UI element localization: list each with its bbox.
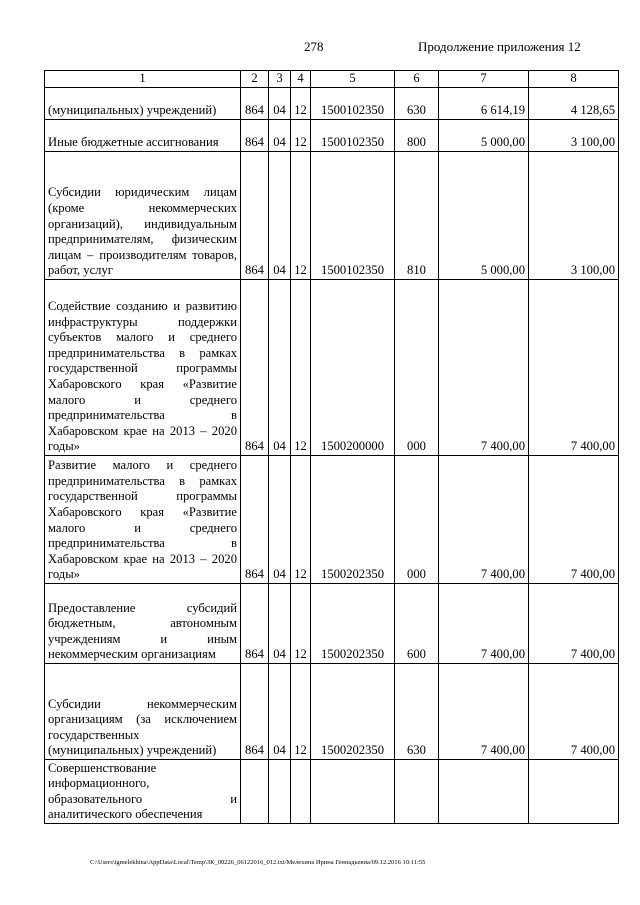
section-code: 04 bbox=[269, 456, 291, 584]
subsection-code: 12 bbox=[291, 88, 311, 120]
section-code: 04 bbox=[269, 584, 291, 664]
subsection-code: 12 bbox=[291, 664, 311, 760]
subsection-code bbox=[291, 760, 311, 824]
amount-col8: 3 100,00 bbox=[529, 120, 619, 152]
table-row bbox=[45, 152, 619, 280]
row-name: Субсидии юридическим лицам (кроме некоммерческих организаций), индивидуальным предпринимателям, физическим лицам – производителям товаров, работ, услуг bbox=[45, 152, 241, 280]
amount-col8: 7 400,00 bbox=[529, 456, 619, 584]
expense-type-code: 000 bbox=[395, 456, 439, 584]
table-row bbox=[45, 280, 619, 456]
amount-col7: 7 400,00 bbox=[439, 664, 529, 760]
expense-type-code: 800 bbox=[395, 120, 439, 152]
appendix-continuation-title: Продолжение приложения 12 bbox=[418, 39, 581, 54]
subsection-code: 12 bbox=[291, 584, 311, 664]
ministry-code bbox=[241, 760, 269, 824]
amount-col7 bbox=[439, 760, 529, 824]
amount-col7: 5 000,00 bbox=[439, 120, 529, 152]
column-header: 5 bbox=[311, 71, 395, 88]
subsection-code: 12 bbox=[291, 152, 311, 280]
column-header: 6 bbox=[395, 71, 439, 88]
row-name: Содействие созданию и развитию инфраструктуры поддержки субъектов малого и среднего предпринимательства в рамках государственной программы Хабаровского края «Развитие малого и среднего предпринимательства в Хабаровском крае на 2013 – 2020 годы» bbox=[45, 280, 241, 456]
section-code: 04 bbox=[269, 120, 291, 152]
ministry-code: 864 bbox=[241, 664, 269, 760]
row-name: Иные бюджетные ассигнования bbox=[45, 120, 241, 152]
column-header: 2 bbox=[241, 71, 269, 88]
section-code: 04 bbox=[269, 152, 291, 280]
amount-col8 bbox=[529, 760, 619, 824]
expense-type-code: 630 bbox=[395, 664, 439, 760]
subsection-code: 12 bbox=[291, 280, 311, 456]
amount-col7: 7 400,00 bbox=[439, 280, 529, 456]
amount-col8: 3 100,00 bbox=[529, 152, 619, 280]
ministry-code: 864 bbox=[241, 120, 269, 152]
row-name: (муниципальных) учреждений) bbox=[45, 88, 241, 120]
table-row bbox=[45, 664, 619, 760]
target-article-code: 1500102350 bbox=[311, 152, 395, 280]
target-article-code: 1500202350 bbox=[311, 456, 395, 584]
amount-col8: 4 128,65 bbox=[529, 88, 619, 120]
column-header: 4 bbox=[291, 71, 311, 88]
budget-table bbox=[44, 70, 619, 824]
subsection-code: 12 bbox=[291, 456, 311, 584]
column-header: 7 bbox=[439, 71, 529, 88]
section-code: 04 bbox=[269, 88, 291, 120]
ministry-code: 864 bbox=[241, 456, 269, 584]
amount-col7: 7 400,00 bbox=[439, 456, 529, 584]
table-header-row bbox=[45, 71, 619, 88]
target-article-code bbox=[311, 760, 395, 824]
row-name: Развитие малого и среднего предпринимательства в рамках государственной программы Хабаровского края «Развитие малого и среднего предпринимательства в Хабаровском крае на 2013 – 2020 годы» bbox=[45, 456, 241, 584]
expense-type-code: 810 bbox=[395, 152, 439, 280]
amount-col7: 6 614,19 bbox=[439, 88, 529, 120]
target-article-code: 1500102350 bbox=[311, 120, 395, 152]
table-row bbox=[45, 456, 619, 584]
expense-type-code bbox=[395, 760, 439, 824]
subsection-code: 12 bbox=[291, 120, 311, 152]
column-header: 3 bbox=[269, 71, 291, 88]
amount-col8: 7 400,00 bbox=[529, 664, 619, 760]
row-name: Совершенствование информационного, образовательного и аналитического обеспечения bbox=[45, 760, 241, 824]
table-row bbox=[45, 760, 619, 824]
table-row bbox=[45, 120, 619, 152]
row-name: Субсидии некоммерческим организациям (за исключением государственных (муниципальных) учреждений) bbox=[45, 664, 241, 760]
target-article-code: 1500202350 bbox=[311, 584, 395, 664]
expense-type-code: 600 bbox=[395, 584, 439, 664]
row-name: Предоставление субсидий бюджетным, автономным учреждениям и иным некоммерческим организациям bbox=[45, 584, 241, 664]
section-code bbox=[269, 760, 291, 824]
column-header: 8 bbox=[529, 71, 619, 88]
expense-type-code: 000 bbox=[395, 280, 439, 456]
amount-col8: 7 400,00 bbox=[529, 584, 619, 664]
target-article-code: 1500102350 bbox=[311, 88, 395, 120]
ministry-code: 864 bbox=[241, 584, 269, 664]
ministry-code: 864 bbox=[241, 88, 269, 120]
column-header: 1 bbox=[45, 71, 241, 88]
table-row bbox=[45, 584, 619, 664]
page-number: 278 bbox=[304, 39, 324, 54]
expense-type-code: 630 bbox=[395, 88, 439, 120]
ministry-code: 864 bbox=[241, 280, 269, 456]
section-code: 04 bbox=[269, 280, 291, 456]
table-row bbox=[45, 88, 619, 120]
section-code: 04 bbox=[269, 664, 291, 760]
ministry-code: 864 bbox=[241, 152, 269, 280]
target-article-code: 1500202350 bbox=[311, 664, 395, 760]
amount-col7: 5 000,00 bbox=[439, 152, 529, 280]
target-article-code: 1500200000 bbox=[311, 280, 395, 456]
file-path-footer: C:\Users\igmelekhina\AppData\Local\Temp\ЗК_00226_06122016_012.txt/Мелехина Ирина Геннадьевна/09.12.2016 10:11:55 bbox=[90, 859, 426, 866]
amount-col8: 7 400,00 bbox=[529, 280, 619, 456]
amount-col7: 7 400,00 bbox=[439, 584, 529, 664]
